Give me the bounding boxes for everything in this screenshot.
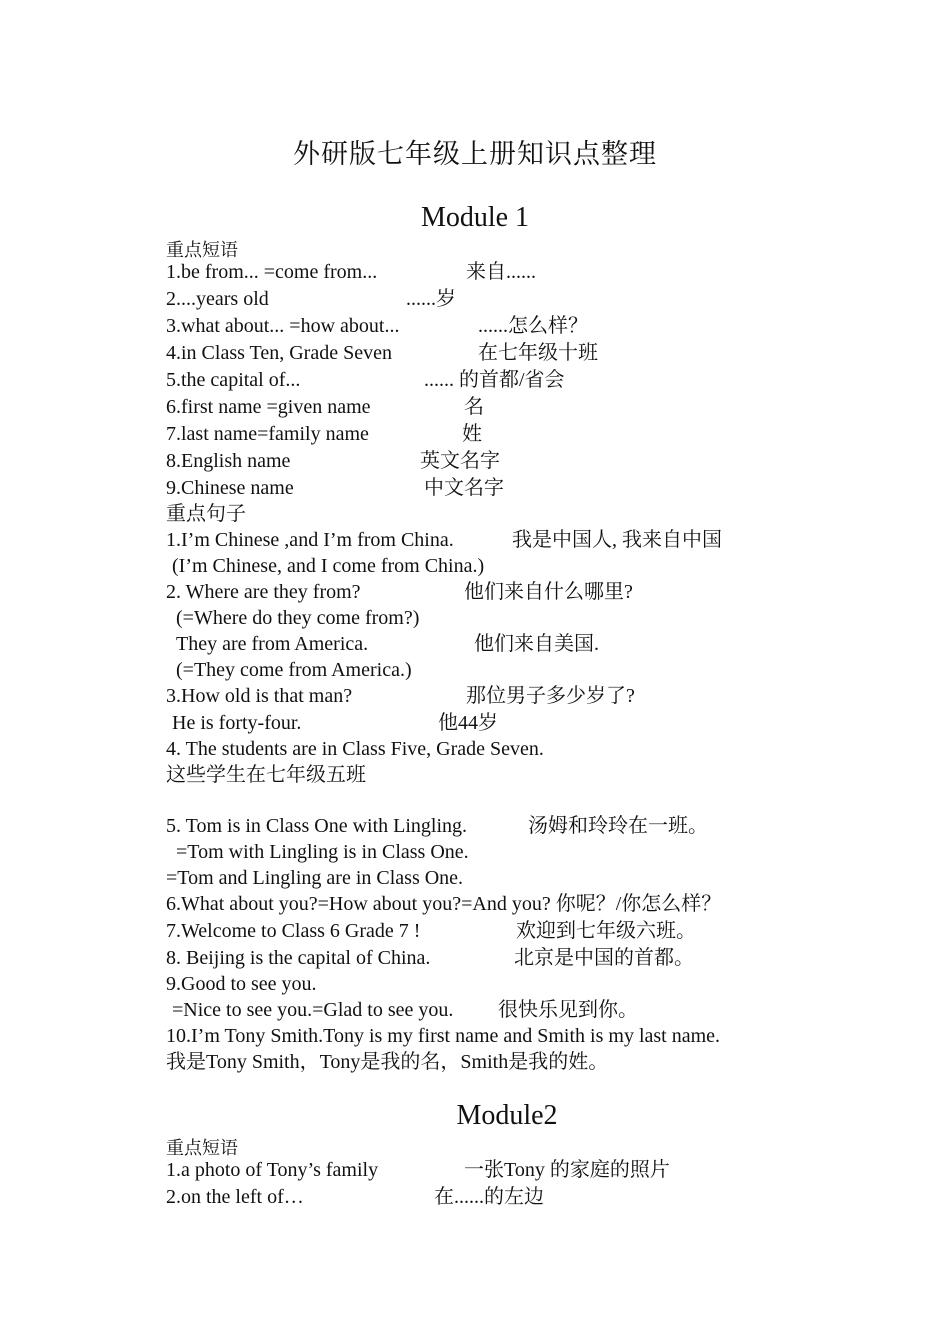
phrase-en: 2....years old bbox=[166, 288, 269, 310]
sentence-en: (I’m Chinese, and I come from China.) bbox=[172, 555, 485, 577]
phrase-en: 1.be from... =come from... bbox=[166, 261, 378, 283]
phrase-en: 3.what about... =how about... bbox=[166, 315, 400, 337]
document-title: 外研版七年级上册知识点整理 bbox=[293, 139, 657, 170]
phrase-zh: 名 bbox=[464, 396, 484, 418]
sentence-en: 3.How old is that man? bbox=[166, 685, 353, 707]
sentence-en: 9.Good to see you. bbox=[166, 973, 317, 995]
sentence-zh: 那位男子多少岁了? bbox=[466, 685, 635, 707]
module2-phrases-label: 重点短语 bbox=[166, 1138, 238, 1159]
sentence-zh: 很快乐见到你。 bbox=[498, 999, 638, 1021]
phrase-en: 9.Chinese name bbox=[166, 477, 294, 499]
module1-sentences-label: 重点句子 bbox=[166, 503, 246, 525]
phrase-en: 4.in Class Ten, Grade Seven bbox=[166, 342, 392, 364]
phrase-zh: 英文名字 bbox=[420, 450, 500, 472]
phrase-zh: ......岁 bbox=[406, 288, 456, 310]
sentence-zh: 他们来自什么哪里? bbox=[464, 581, 633, 603]
sentence-zh: 北京是中国的首都。 bbox=[514, 947, 694, 969]
module1-title: Module 1 bbox=[420, 202, 530, 233]
sentence-zh: 他44岁 bbox=[438, 712, 498, 734]
phrase-zh: 中文名字 bbox=[424, 477, 504, 499]
sentence-en: (=They come from America.) bbox=[176, 659, 412, 681]
module2-title: Module2 bbox=[456, 1100, 558, 1131]
sentence-zh: 他们来自美国. bbox=[474, 633, 599, 655]
sentence-en: They are from America. bbox=[176, 633, 369, 655]
phrase-en: 6.first name =given name bbox=[166, 396, 371, 418]
sentence-en: (=Where do they come from?) bbox=[176, 607, 420, 629]
phrase-zh: 在七年级十班 bbox=[478, 342, 598, 364]
sentence-en: 8. Beijing is the capital of China. bbox=[166, 947, 431, 969]
phrase-en: 8.English name bbox=[166, 450, 291, 472]
phrase-en: 5.the capital of... bbox=[166, 369, 301, 391]
sentence-en: 4. The students are in Class Five, Grade Seven. bbox=[166, 738, 544, 760]
phrase-en: 1.a photo of Tony’s family bbox=[166, 1159, 379, 1181]
sentence-en: =Tom with Lingling is in Class One. bbox=[176, 841, 469, 863]
sentence-en: 7.Welcome to Class 6 Grade 7 ! bbox=[166, 920, 421, 942]
sentence-en: =Tom and Lingling are in Class One. bbox=[166, 867, 464, 889]
sentence-en: He is forty-four. bbox=[172, 712, 302, 734]
sentence-zh: 欢迎到七年级六班。 bbox=[516, 920, 696, 942]
sentence-en: 1.I’m Chinese ,and I’m from China. bbox=[166, 529, 454, 551]
phrase-zh: 姓 bbox=[462, 423, 482, 445]
sentence-zh: 我是中国人, 我来自中国 bbox=[512, 529, 722, 551]
phrase-en: 2.on the left of… bbox=[166, 1186, 304, 1208]
phrase-zh: 来自...... bbox=[466, 261, 536, 283]
sentence-zh: 汤姆和玲玲在一班。 bbox=[528, 815, 708, 837]
phrase-en: 7.last name=family name bbox=[166, 423, 369, 445]
sentence-zh: 这些学生在七年级五班 bbox=[166, 764, 366, 786]
sentence-zh: 我是Tony Smith，Tony是我的名，Smith是我的姓。 bbox=[166, 1051, 609, 1073]
sentence-en: 5. Tom is in Class One with Lingling. bbox=[166, 815, 468, 837]
sentence-en: =Nice to see you.=Glad to see you. bbox=[172, 999, 454, 1021]
phrase-zh: ......怎么样？ bbox=[478, 315, 588, 337]
sentence-en: 2. Where are they from? bbox=[166, 581, 361, 603]
phrase-zh: 一张Tony 的家庭的照片 bbox=[464, 1159, 670, 1181]
sentence-en: 10.I’m Tony Smith.Tony is my first name and Smith is my last name. bbox=[166, 1025, 721, 1047]
sentence-en: 6.What about you?=How about you?=And you? 你呢？/你怎么样？ bbox=[166, 893, 722, 915]
phrase-zh: 在......的左边 bbox=[434, 1186, 544, 1208]
phrase-zh: ...... 的首都/省会 bbox=[424, 369, 565, 391]
module1-phrases-label: 重点短语 bbox=[166, 240, 238, 261]
